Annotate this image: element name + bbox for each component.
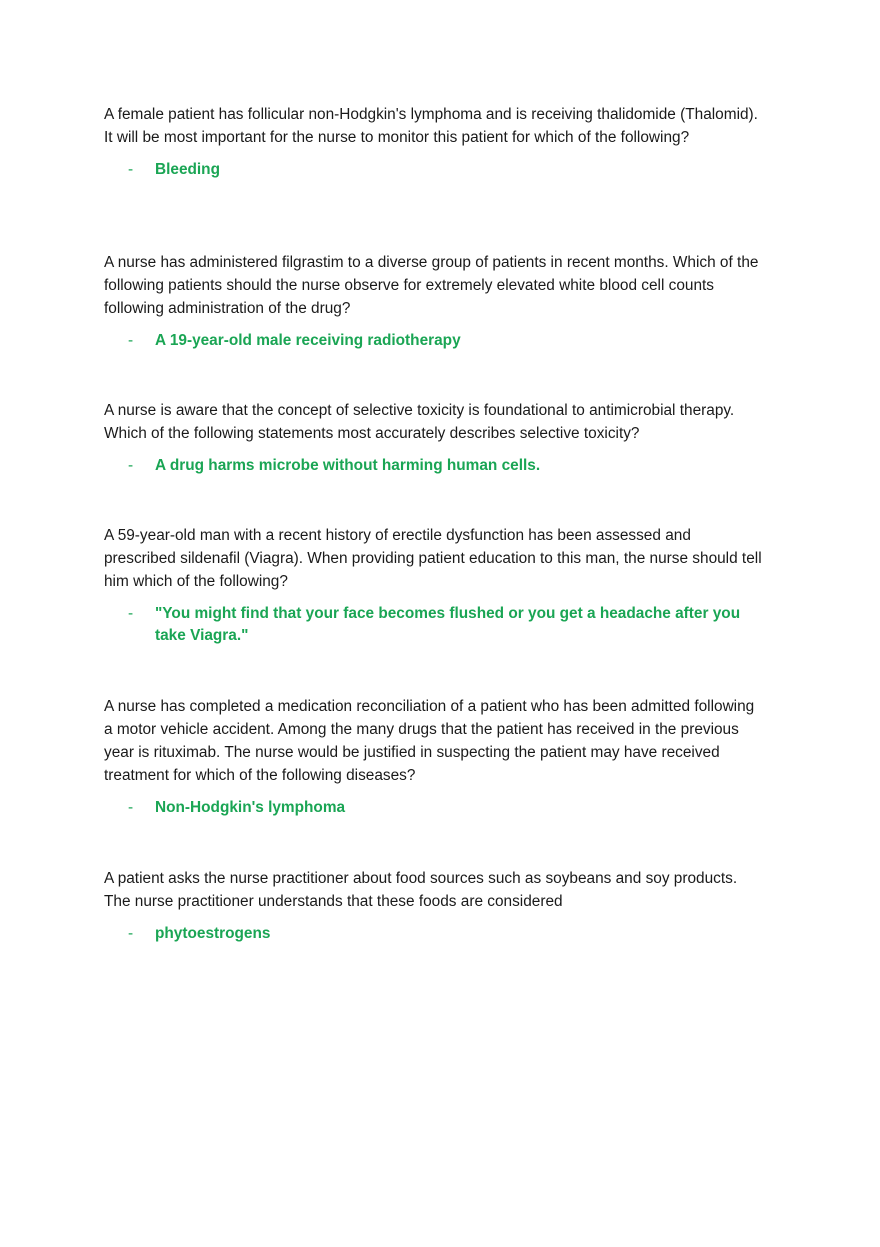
answer-line — [104, 455, 766, 477]
question-text: A patient asks the nurse practitioner about food sources such as soybeans and soy products. The nurse practitioner understands that these foods are considered — [104, 870, 738, 910]
bullet-dash: - — [128, 161, 134, 178]
answer-line — [104, 159, 766, 181]
bullet-dash: - — [128, 799, 134, 816]
answer-text: Bleeding — [155, 161, 220, 178]
answer-text: Non-Hodgkin's lymphoma — [155, 799, 346, 816]
qa-item-4 — [104, 524, 766, 647]
answer-text: A 19-year-old male receiving radiotherapy — [155, 332, 461, 349]
bullet-dash: - — [128, 332, 134, 349]
question-text: A nurse has administered filgrastim to a diverse group of patients in recent months. Which of the following patients should the nurse observe for extremely elevated white blood cell counts following administration of the drug? — [104, 254, 759, 317]
answer-line — [104, 797, 766, 819]
qa-item-2 — [104, 251, 766, 352]
answer-text: "You might find that your face becomes flushed or you get a headache after you take Viagra." — [155, 605, 741, 644]
question-text: A female patient has follicular non-Hodgkin's lymphoma and is receiving thalidomide (Thalomid). It will be most important for the nurse to monitor this patient for which of the following? — [104, 106, 758, 146]
question-text: A nurse is aware that the concept of selective toxicity is foundational to antimicrobial therapy. Which of the following statements most accurately describes selective toxicity? — [104, 402, 735, 442]
answer-line — [104, 923, 766, 945]
qa-item-6 — [104, 867, 766, 945]
answer-line — [104, 330, 766, 352]
answer-text: phytoestrogens — [155, 925, 271, 942]
question-text: A nurse has completed a medication reconciliation of a patient who has been admitted following a motor vehicle accident. Among the many drugs that the patient has received in the previous year is rituximab. The nurse would be justified in suspecting the patient may have received treatment for which of the following diseases? — [104, 698, 755, 784]
answer-line — [104, 603, 766, 647]
bullet-dash: - — [128, 925, 134, 942]
qa-item-5 — [104, 695, 766, 819]
question-text: A 59-year-old man with a recent history of erectile dysfunction has been assessed and prescribed sildenafil (Viagra). When providing patient education to this man, the nurse should tell him which of the following? — [104, 527, 762, 590]
answer-text: A drug harms microbe without harming human cells. — [155, 457, 541, 474]
qa-item-1 — [104, 103, 766, 181]
qa-item-3 — [104, 399, 766, 477]
bullet-dash: - — [128, 457, 134, 474]
bullet-dash: - — [128, 605, 134, 622]
